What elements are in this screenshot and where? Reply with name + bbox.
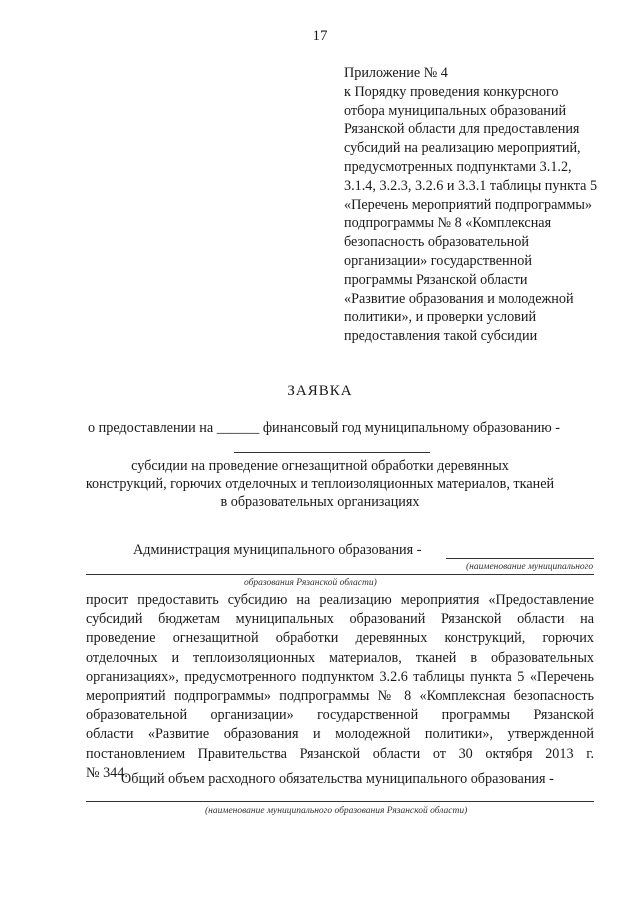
subject-line: субсидии на проведение огнезащитной обработки деревянных [131,458,509,474]
appendix-line: «Развитие образования и молодежной [344,290,574,307]
appendix-line: безопасность образовательной [344,234,529,251]
appendix-line: Приложение № 4 [344,65,448,81]
appendix-line: предусмотренных подпунктами 3.1.2, [344,158,572,175]
admin-full-underline [86,574,594,575]
paragraph-line: области «Развитие образования и молодежной политики», утвержденной [86,726,594,743]
appendix-line: к Порядку проведения конкурсного [344,83,559,100]
caption-bottom: (наименование муниципального образования Рязанской области) [205,806,468,816]
appendix-line: отбора муниципальных образований [344,102,567,119]
appendix-header [344,64,606,346]
appendix-line: программы Рязанской области [344,271,528,288]
paragraph-line: просит предоставить субсидию на реализацию мероприятия «Предоставление [86,592,594,608]
page-number: 17 [312,28,328,44]
paragraph-line: организациях», предусмотренного подпунктом 3.2.6 таблицы пункта 5 «Перечень [86,668,594,685]
paragraph-line: № 344. [86,764,128,781]
appendix-line: Рязанской области для предоставления [344,121,580,138]
paragraph-line: субсидий бюджетам муниципальных образований Рязанской области на [86,611,594,628]
document-title: ЗАЯВКА [287,383,353,399]
paragraph-line: постановлением Правительства Рязанской области от 30 октября 2013 г. [86,745,594,762]
appendix-line: подпрограммы № 8 «Комплексная [344,215,552,232]
appendix-line: «Перечень мероприятий подпрограммы» [344,196,592,213]
request-paragraph [86,591,594,783]
intro-line: о предоставлении на ______ финансовый год муниципальному образованию - [88,420,560,436]
paragraph-line: проведение огнезащитной обработки деревянных конструкций, горючих [86,630,594,647]
appendix-line: предоставления такой субсидии [344,328,538,345]
paragraph-line: отделочных и теплоизоляционных материалов, тканей в образовательных [86,649,594,666]
subject-line: конструкций, горючих отделочных и теплоизоляционных материалов, тканей [85,476,555,492]
caption-name-part1: (наименование муниципального [466,562,594,572]
total-obligation-line: Общий объем расходного обязательства муниципального образования - [121,771,554,787]
appendix-line: организации» государственной [344,252,532,269]
total-underline [86,801,594,802]
subject-line: в образовательных организациях [220,494,420,510]
admin-line: Администрация муниципального образования - [133,542,422,558]
paragraph-line: образовательной организации» государственной программы Рязанской [86,707,594,724]
appendix-line: политики», и проверки условий [344,309,537,326]
appendix-line: субсидий на реализацию мероприятий, [344,140,581,157]
paragraph-line: мероприятий подпрограммы» подпрограммы № 8 «Комплексная безопасность [86,687,594,704]
caption-name-part2: образования Рязанской области) [244,578,377,588]
admin-underline [446,558,594,559]
appendix-line: 3.1.4, 3.2.3, 3.2.6 и 3.3.1 таблицы пункта 5 [344,177,598,194]
name-underline [234,452,430,453]
